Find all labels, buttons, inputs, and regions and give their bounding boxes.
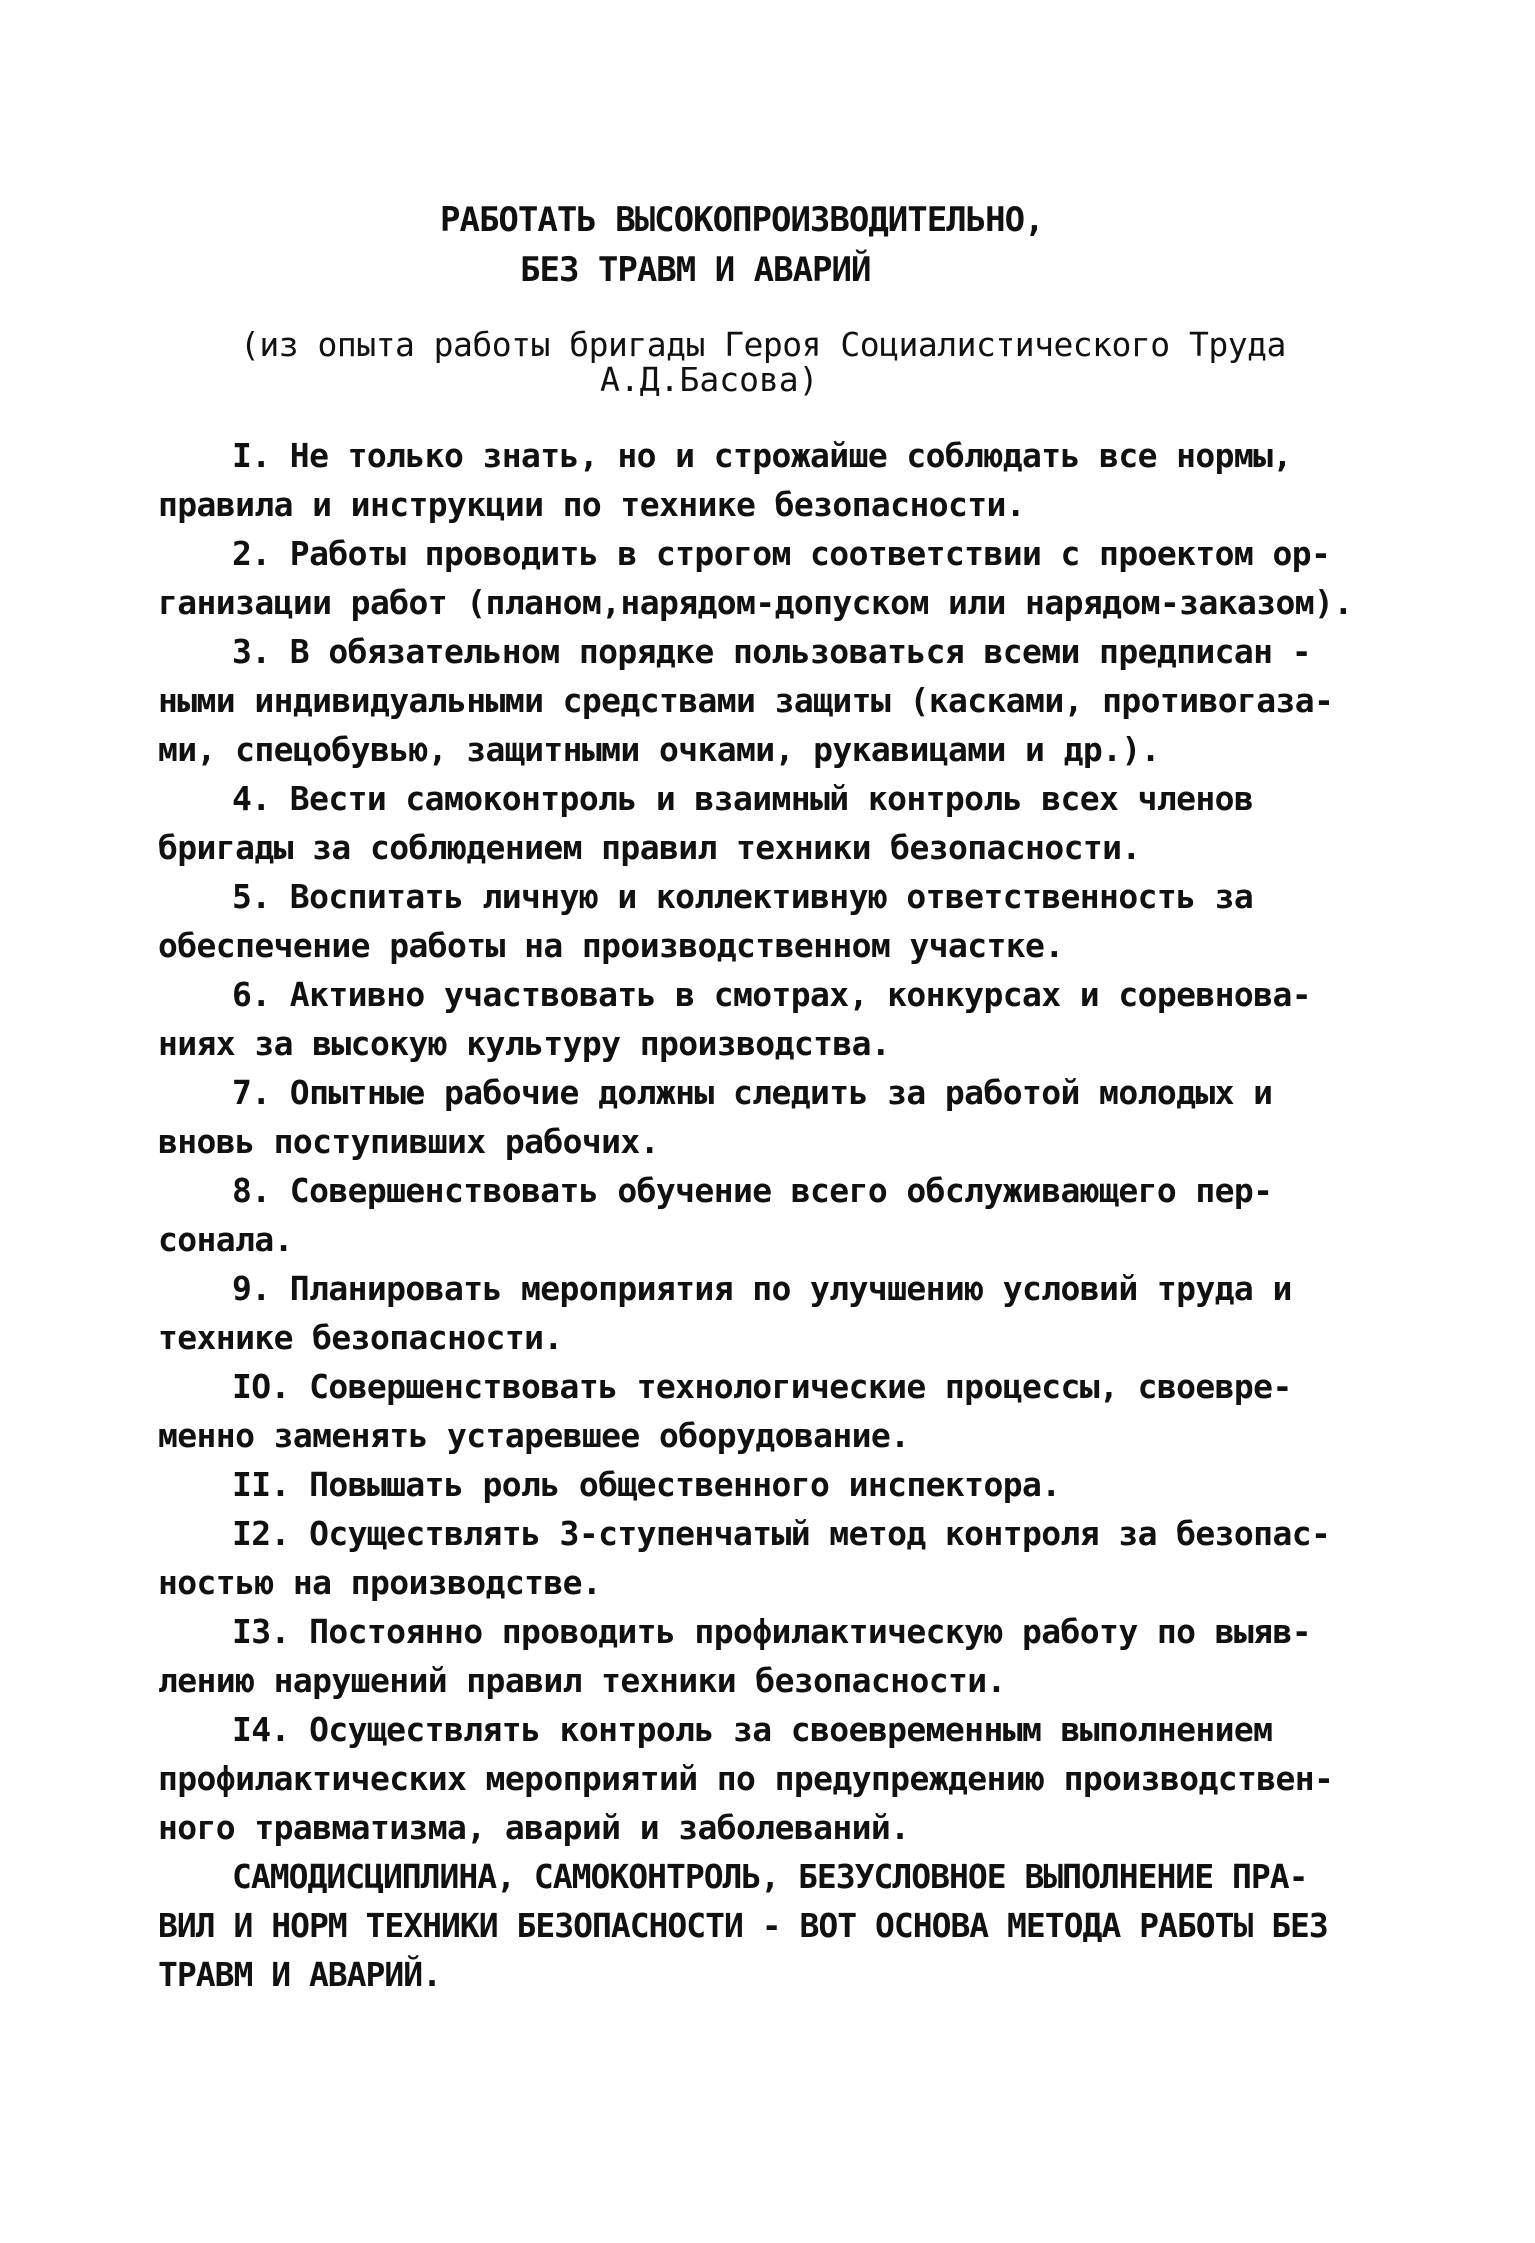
rule-14-line-3: ного травматизма, аварий и заболеваний.: [158, 1808, 910, 1847]
rule-2-line-2: ганизации работ (планом,нарядом-допуском или нарядом-заказом).: [158, 583, 1353, 622]
rule-13-line-1: I3. Постоянно проводить профилактическую работу по выяв-: [232, 1612, 1311, 1651]
rule-9-line-1: 9. Планировать мероприятия по улучшению условий труда и: [232, 1269, 1292, 1308]
rule-10-line-1: IO. Совершенствовать технологические процессы, своевре-: [232, 1367, 1292, 1406]
rule-11-line-1: II. Повышать роль общественного инспектора.: [232, 1465, 1061, 1504]
rule-3-line-1: 3. В обязательном порядке пользоваться всеми предписан -: [232, 632, 1311, 671]
document-title-line2: БЕЗ ТРАВМ И АВАРИЙ: [520, 250, 871, 290]
rule-12-line-2: ностью на производстве.: [158, 1563, 602, 1602]
rule-3-line-2: ными индивидуальными средствами защиты (касками, противогаза-: [158, 681, 1334, 720]
rule-6-line-2: ниях за высокую культуру производства.: [158, 1024, 891, 1063]
rule-5-line-1: 5. Воспитать личную и коллективную ответственность за: [232, 877, 1254, 916]
document-subtitle-line2: А.Д.Басова): [600, 360, 819, 399]
rule-14-line-1: I4. Осуществлять контроль за своевременным выполнением: [232, 1710, 1273, 1749]
rule-7-line-1: 7. Опытные рабочие должны следить за работой молодых и: [232, 1073, 1273, 1112]
rule-12-line-1: I2. Осуществлять 3-ступенчатый метод контроля за безопас-: [232, 1514, 1331, 1553]
rule-8-line-1: 8. Совершенствовать обучение всего обслуживающего пер-: [232, 1171, 1273, 1210]
rule-10-line-2: менно заменять устаревшее оборудование.: [158, 1416, 910, 1455]
document-title-line1: РАБОТАТЬ ВЫСОКОПРОИЗВОДИТЕЛЬНО,: [440, 200, 1044, 240]
rule-1-line-2: правила и инструкции по технике безопасности.: [158, 485, 1026, 524]
rule-6-line-1: 6. Активно участвовать в смотрах, конкурсах и соревнова-: [232, 975, 1311, 1014]
rule-4-line-2: бригады за соблюдением правил техники безопасности.: [158, 828, 1141, 867]
closing-statement-line-1: САМОДИСЦИПЛИНА, САМОКОНТРОЛЬ, БЕЗУСЛОВНОЕ ВЫПОЛНЕНИЕ ПРА-: [232, 1857, 1308, 1896]
rule-9-line-2: технике безопасности.: [158, 1318, 563, 1357]
rule-4-line-1: 4. Вести самоконтроль и взаимный контроль всех членов: [232, 779, 1254, 818]
rule-8-line-2: сонала.: [158, 1220, 293, 1259]
rule-1-line-1: I. Не только знать, но и строжайше соблюдать все нормы,: [232, 436, 1292, 475]
rule-5-line-2: обеспечение работы на производственном участке.: [158, 926, 1064, 965]
rule-7-line-2: вновь поступивших рабочих.: [158, 1122, 659, 1161]
closing-statement-line-3: ТРАВМ И АВАРИЙ.: [158, 1955, 442, 1994]
closing-statement-line-2: ВИЛ И НОРМ ТЕХНИКИ БЕЗОПАСНОСТИ - ВОТ ОСНОВА МЕТОДА РАБОТЫ БЕЗ: [158, 1906, 1328, 1945]
rule-14-line-2: профилактических мероприятий по предупреждению производствен-: [158, 1759, 1334, 1798]
rule-13-line-2: лению нарушений правил техники безопасности.: [158, 1661, 1006, 1700]
document-subtitle-line1: (из опыта работы бригады Героя Социалистического Труда: [240, 325, 1286, 364]
rule-2-line-1: 2. Работы проводить в строгом соответствии с проектом ор-: [232, 534, 1331, 573]
rule-3-line-3: ми, спецобувью, защитными очками, рукавицами и др.).: [158, 730, 1160, 769]
